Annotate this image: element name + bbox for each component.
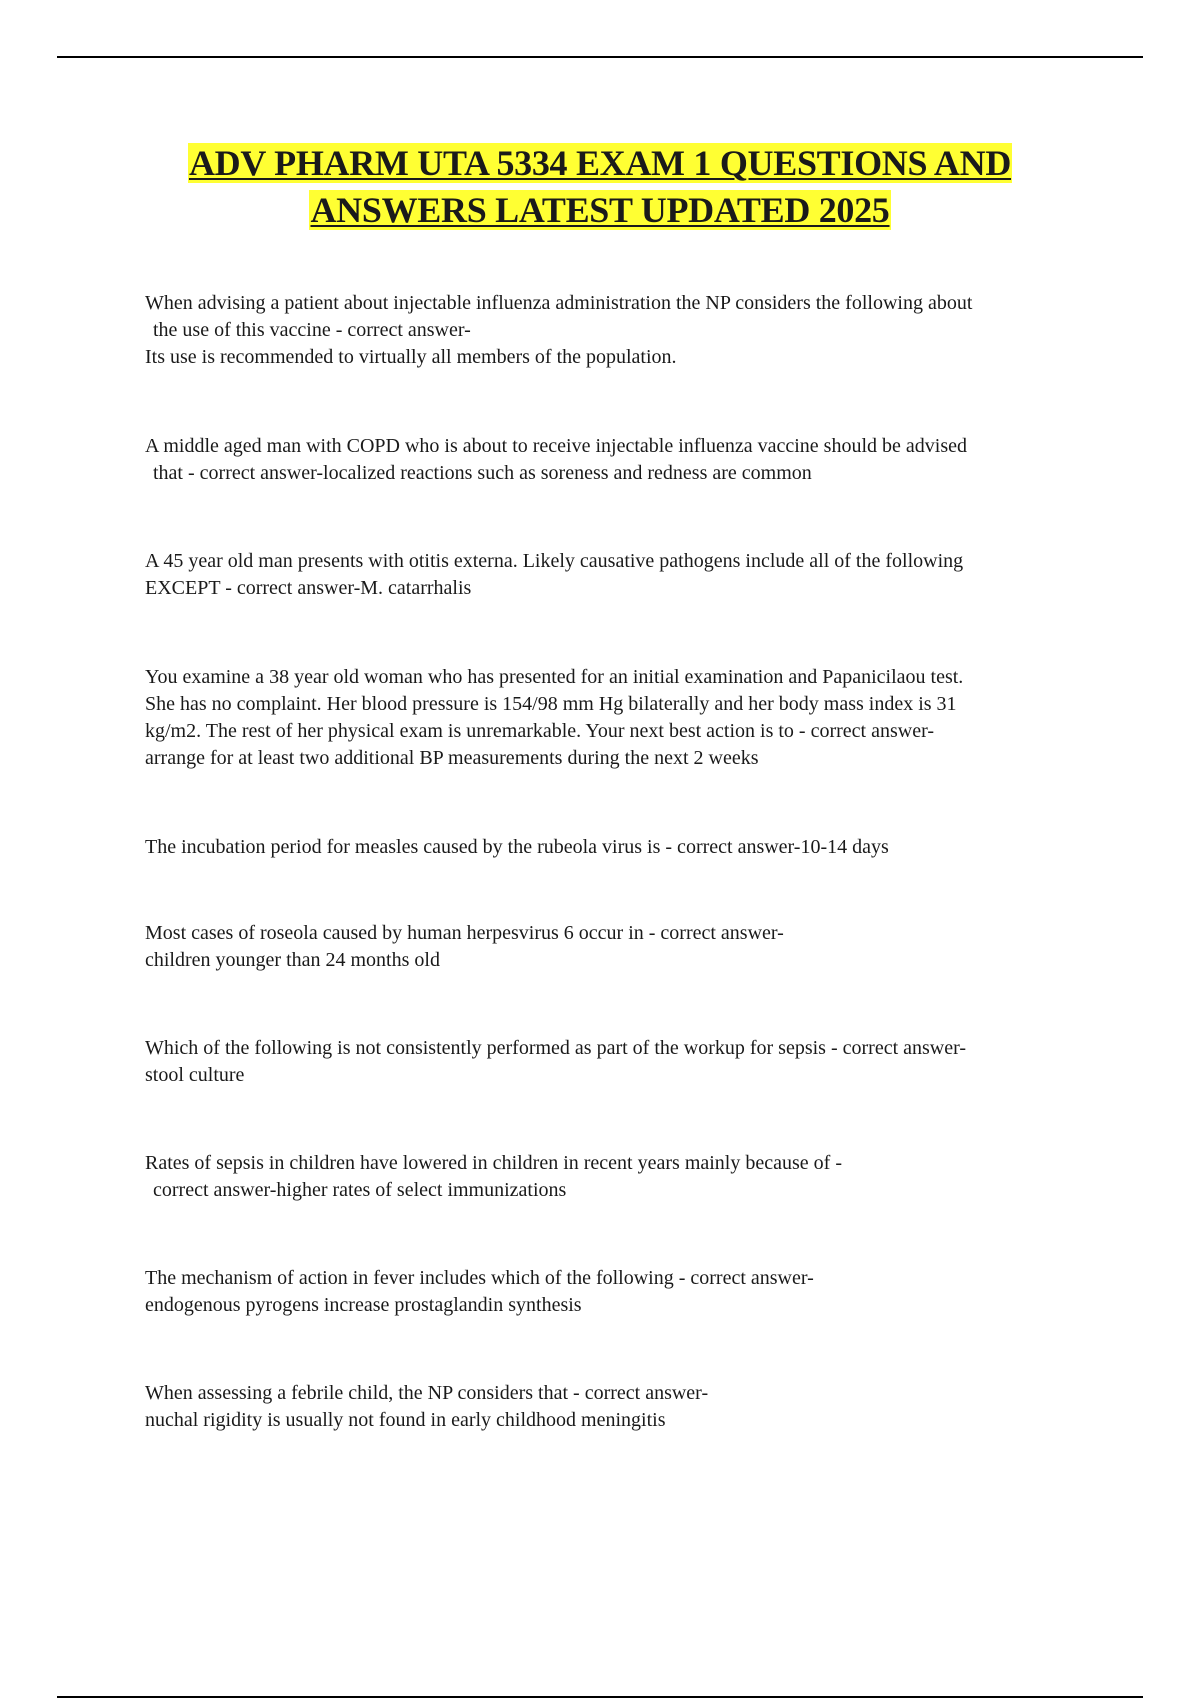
qa-line: Rates of sepsis in children have lowered in children in recent years mainly because of -	[145, 1152, 842, 1174]
qa-line: The incubation period for measles caused by the rubeola virus is - correct answer-10-14 days	[145, 836, 889, 858]
qa-line: EXCEPT - correct answer-M. catarrhalis	[145, 577, 472, 599]
qa-line: She has no complaint. Her blood pressure is 154/98 mm Hg bilaterally and her body mass index is 31	[145, 693, 957, 715]
qa-line: the use of this vaccine - correct answer-	[153, 319, 471, 341]
qa-line: A middle aged man with COPD who is about to receive injectable influenza vaccine should be advised	[145, 435, 967, 457]
qa-line: endogenous pyrogens increase prostaglandin synthesis	[145, 1294, 582, 1316]
top-rule	[57, 56, 1143, 58]
qa-line: Its use is recommended to virtually all members of the population.	[145, 346, 677, 368]
qa-item-6	[145, 920, 1075, 974]
qa-line: The mechanism of action in fever includes which of the following - correct answer-	[145, 1267, 814, 1289]
qa-item-10	[145, 1380, 1075, 1434]
qa-line: children younger than 24 months old	[145, 949, 440, 971]
title-line-2: ANSWERS LATEST UPDATED 2025	[310, 190, 890, 230]
qa-line: A 45 year old man presents with otitis externa. Likely causative pathogens include all of the following	[145, 550, 964, 572]
qa-line: Which of the following is not consistently performed as part of the workup for sepsis - correct answer-	[145, 1037, 967, 1059]
document-title	[0, 140, 1200, 234]
qa-line: kg/m2. The rest of her physical exam is unremarkable. Your next best action is to - correct answer-	[145, 720, 935, 742]
qa-line: that - correct answer-localized reactions such as soreness and redness are common	[153, 462, 812, 484]
qa-line: When assessing a febrile child, the NP considers that - correct answer-	[145, 1382, 709, 1404]
qa-line: You examine a 38 year old woman who has presented for an initial examination and Papanicilaou test.	[145, 666, 964, 688]
qa-line: Most cases of roseola caused by human herpesvirus 6 occur in - correct answer-	[145, 922, 784, 944]
qa-item-4	[145, 664, 1075, 772]
qa-line: When advising a patient about injectable influenza administration the NP considers the following about	[145, 292, 973, 314]
qa-item-3	[145, 548, 1075, 602]
qa-item-9	[145, 1265, 1075, 1319]
qa-item-1	[145, 290, 1075, 371]
bottom-rule	[57, 1696, 1143, 1698]
qa-line: stool culture	[145, 1064, 245, 1086]
qa-item-8	[145, 1150, 1075, 1204]
qa-item-7	[145, 1035, 1075, 1089]
qa-item-5	[145, 834, 1075, 861]
qa-line: nuchal rigidity is usually not found in early childhood meningitis	[145, 1409, 666, 1431]
qa-line: arrange for at least two additional BP measurements during the next 2 weeks	[145, 747, 759, 769]
title-line-1: ADV PHARM UTA 5334 EXAM 1 QUESTIONS AND	[188, 143, 1012, 183]
qa-line: correct answer-higher rates of select immunizations	[153, 1179, 567, 1201]
qa-item-2	[145, 433, 1075, 487]
